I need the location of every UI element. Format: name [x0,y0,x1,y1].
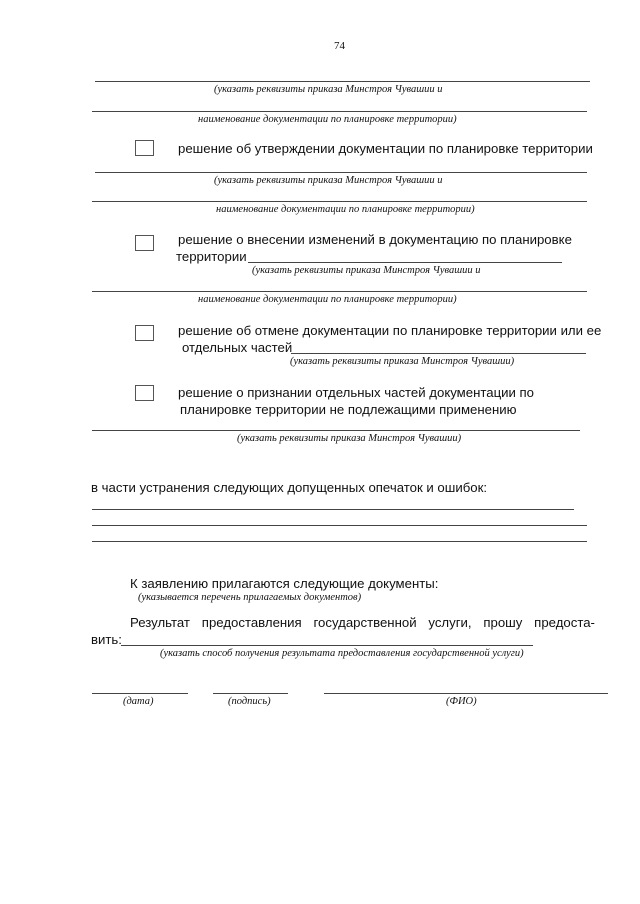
caption-requisites: (указать реквизиты приказа Минстроя Чувашии и [252,265,481,276]
option-approve-label: решение об утверждении документации по планировке территории [178,141,593,156]
caption-requisites-short: (указать реквизиты приказа Минстроя Чувашии) [290,356,515,367]
option-amend-label-cont: территории [176,249,247,264]
field-line[interactable] [291,353,586,354]
errors-field-line[interactable] [92,509,574,510]
checkbox-invalid[interactable] [135,385,154,401]
result-word: Результат [130,615,190,630]
attached-docs-caption: (указывается перечень прилагаемых документов) [138,592,362,603]
date-caption: (дата) [123,696,154,707]
caption-doc-name: наименование документации по планировке территории) [198,114,457,125]
field-line[interactable] [248,262,562,263]
option-cancel-label-cont: отдельных частей [182,340,293,355]
result-caption: (указать способ получения результата предоставления государственной услуги) [160,648,524,659]
option-cancel-label: решение об отмене документации по планировке территории или ее [178,323,602,338]
option-invalid-label-cont: планировке территории не подлежащими применению [180,402,517,417]
caption-requisites: (указать реквизиты приказа Минстроя Чувашии и [214,175,443,186]
result-word: услуги, [428,615,472,630]
result-field-line[interactable] [121,645,533,646]
field-line[interactable] [92,201,587,202]
errors-field-line[interactable] [92,541,587,542]
field-line[interactable] [95,81,590,82]
result-word: предоста- [534,615,595,630]
field-line[interactable] [92,111,587,112]
signature-field-line[interactable] [213,693,288,694]
result-text [130,616,595,629]
result-word: предоставления [201,615,302,630]
caption-requisites-short: (указать реквизиты приказа Минстроя Чувашии) [237,433,462,444]
option-amend-label: решение о внесении изменений в документацию по планировке [178,232,572,247]
page-number: 74 [334,40,345,52]
signature-caption: (подпись) [228,696,271,707]
date-field-line[interactable] [92,693,188,694]
result-text-cont: вить: [91,632,122,647]
caption-requisites: (указать реквизиты приказа Минстроя Чувашии и [214,84,443,95]
caption-doc-name: наименование документации по планировке территории) [216,204,475,215]
result-word: прошу [483,615,523,630]
checkbox-cancel[interactable] [135,325,154,341]
name-field-line[interactable] [324,693,608,694]
result-word: государственной [313,615,417,630]
attached-docs-label: К заявлению прилагаются следующие документы: [130,576,439,591]
errors-label: в части устранения следующих допущенных опечаток и ошибок: [91,480,488,495]
errors-field-line[interactable] [92,525,587,526]
name-caption: (ФИО) [446,696,477,707]
checkbox-approve[interactable] [135,140,154,156]
checkbox-amend[interactable] [135,235,154,251]
field-line[interactable] [92,291,587,292]
field-line[interactable] [92,430,580,431]
caption-doc-name: наименование документации по планировке территории) [198,294,457,305]
field-line[interactable] [95,172,587,173]
option-invalid-label: решение о признании отдельных частей документации по [178,385,535,400]
